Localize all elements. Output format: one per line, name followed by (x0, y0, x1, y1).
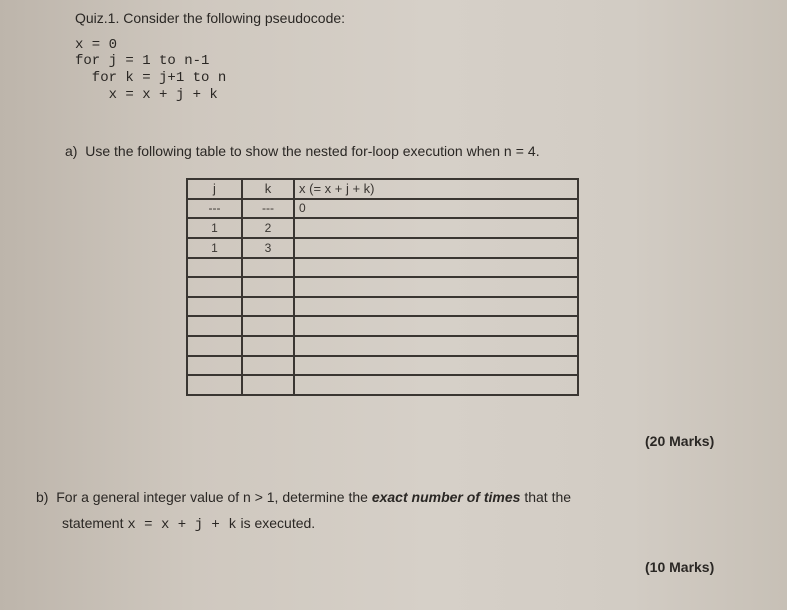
part-a-question (65, 143, 540, 161)
pseudocode-line-1: x = 0 (75, 37, 118, 53)
cell-k (242, 297, 294, 317)
table-row (187, 297, 578, 317)
part-b-marks: (10 Marks) (645, 559, 715, 575)
part-a-eq: = (515, 145, 525, 161)
cell-x (294, 277, 578, 297)
table-row (187, 238, 578, 258)
cell-k (242, 356, 294, 376)
cell-x (294, 356, 578, 376)
cell-j (187, 316, 242, 336)
table-row (187, 375, 578, 395)
table-row (187, 199, 578, 219)
part-a-marks: (20 Marks) (645, 433, 715, 449)
part-a-text: Use the following table to show the nested for-loop execution when n (85, 143, 512, 159)
part-b-text-post: that the (524, 489, 572, 505)
quiz-title: Quiz.1. Consider the following pseudocode: (75, 10, 346, 26)
part-b-emphasis: exact number of times (371, 489, 521, 505)
header-k: k (242, 179, 294, 199)
cell-x (294, 218, 578, 238)
cell-j (187, 258, 242, 278)
cell-j (187, 277, 242, 297)
execution-table (186, 178, 579, 396)
part-b-line-2 (36, 510, 736, 538)
cell-k (242, 277, 294, 297)
pseudocode-line-4: x = x + j + k (75, 87, 218, 103)
table-header-row (187, 179, 578, 199)
cell-k (242, 336, 294, 356)
table-row (187, 316, 578, 336)
cell-j: 1 (187, 218, 242, 238)
part-a-n-value: 4. (527, 143, 540, 159)
cell-x (294, 238, 578, 258)
table-row (187, 336, 578, 356)
part-a-label: a) (65, 143, 78, 159)
cell-k (242, 316, 294, 336)
cell-j: 1 (187, 238, 242, 258)
table-row (187, 277, 578, 297)
part-b-text-pre: For a general integer value of n > 1, determine the (56, 489, 368, 505)
pseudocode-line-2: for j = 1 to n-1 (75, 53, 210, 69)
cell-x (294, 258, 578, 278)
cell-j (187, 356, 242, 376)
cell-j (187, 375, 242, 395)
cell-k: --- (242, 199, 294, 219)
cell-x (294, 375, 578, 395)
table-row (187, 258, 578, 278)
cell-x (294, 336, 578, 356)
table-row (187, 218, 578, 238)
part-b-line-1 (36, 484, 736, 510)
cell-j (187, 297, 242, 317)
cell-x (294, 316, 578, 336)
cell-j: --- (187, 199, 242, 219)
cell-k: 3 (242, 238, 294, 258)
part-b-statement: x = x + j + k (127, 517, 237, 533)
part-b-statement-label: statement (62, 515, 124, 531)
table-row (187, 356, 578, 376)
cell-k (242, 375, 294, 395)
header-x: x (= x + j + k) (294, 179, 578, 199)
part-b-label: b) (36, 489, 49, 505)
cell-j (187, 336, 242, 356)
cell-k: 2 (242, 218, 294, 238)
cell-x (294, 297, 578, 317)
cell-k (242, 258, 294, 278)
pseudocode-line-3: for k = j+1 to n (75, 70, 227, 86)
part-b-executed: is executed. (240, 515, 316, 531)
part-b-question (36, 484, 736, 538)
header-j: j (187, 179, 242, 199)
cell-x: 0 (294, 199, 578, 219)
